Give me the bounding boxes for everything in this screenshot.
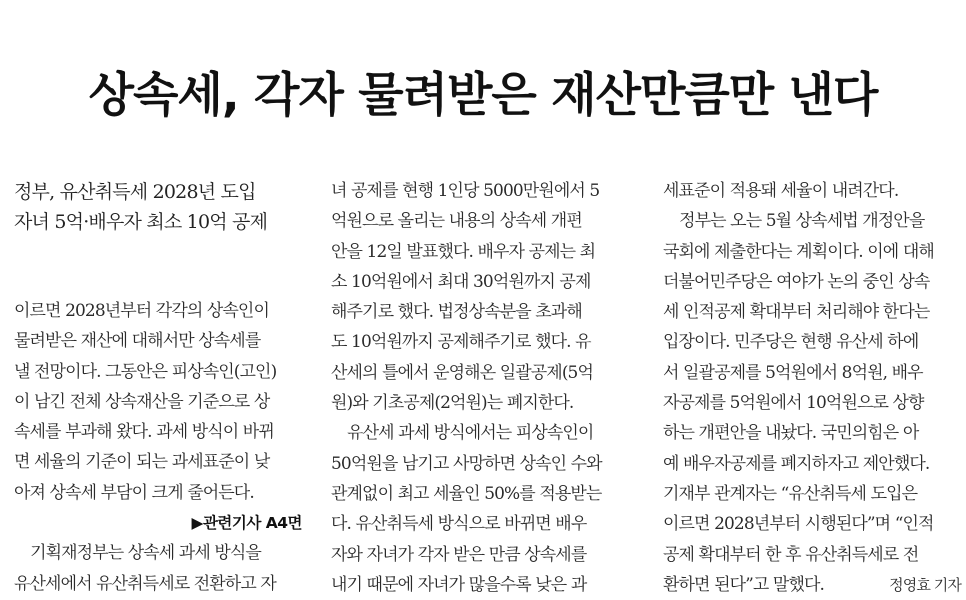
body-line: 물려받은 재산에 대해서만 상속세를 (14, 331, 261, 352)
headline: 상속세, 각자 물려받은 재산만큼만 낸다 (88, 68, 878, 123)
subheadline (14, 176, 314, 237)
body-line: 자와 자녀가 각자 받은 만큼 상속세를 (331, 544, 587, 565)
body-line: 낼 전망이다. 그동안은 피상속인(고인) (14, 361, 277, 382)
subheadline-line-2: 자녀 5억·배우자 최소 10억 공제 (14, 211, 268, 234)
body-line: 세표준이 적용돼 세율이 내려간다. (663, 181, 899, 201)
body-line: 도 10억원까지 공제해주기로 했다. 유 (331, 332, 591, 353)
body-line: 50억원을 남기고 사망하면 상속인 수와 (331, 453, 602, 474)
body-line: 자공제를 5억원에서 10억원으로 상향 (663, 393, 924, 414)
body-line: 안을 12일 발표했다. 배우자 공제는 최 (331, 241, 596, 262)
subheadline-line-1: 정부, 유산취득세 2028년 도입 (14, 181, 256, 203)
body-line: 해주기로 했다. 법정상속분을 초과해 (331, 302, 582, 323)
body-line: 아져 상속세 부담이 크게 줄어든다. (14, 482, 254, 503)
byline: 정영효 기자 (889, 575, 961, 594)
body-line: 정부는 오는 5월 상속세법 개정안을 (663, 211, 925, 232)
body-line: 이르면 2028년부터 각각의 상속인이 (14, 301, 269, 321)
body-line: 유산세 과세 방식에서는 피상속인이 (331, 423, 594, 444)
body-line: 산세의 틀에서 운영해온 일괄공제(5억 (331, 362, 593, 383)
body-line: 이 남긴 전체 상속재산을 기준으로 상 (14, 391, 270, 412)
article-column-2 (331, 176, 635, 600)
body-line: 입장이다. 민주당은 현행 유산세 하에 (663, 332, 919, 353)
related-article-link[interactable]: ▶관련기사 A4면 (191, 514, 302, 533)
body-line: 억원으로 올리는 내용의 상속세 개편 (331, 211, 582, 232)
body-line: 다. 유산취득세 방식으로 바뀌면 배우 (331, 514, 587, 535)
body-line: 관계없이 최고 세율인 50%를 적용받는 (331, 483, 602, 504)
body-line: 소 10억원에서 최대 30억원까지 공제 (331, 271, 591, 292)
body-line: 공제 확대부터 한 후 유산취득세로 전 (663, 544, 919, 565)
body-line: 유산세에서 유산취득세로 전환하고 자 (14, 573, 276, 594)
body-line: 세 인적공제 확대부터 처리해야 한다는 (663, 302, 930, 323)
body-line: 기획재정부는 상속세 과세 방식을 (14, 543, 261, 564)
body-line: 원)와 기초공제(2억원)는 폐지한다. (331, 393, 574, 414)
body-line: 하는 개편안을 내놨다. 국민의힘은 아 (663, 423, 919, 444)
body-line: 기재부 관계자는 “유산취득세 도입은 (663, 483, 918, 504)
body-line: 예 배우자공제를 폐지하자고 제안했다. (663, 453, 930, 474)
body-line-final (663, 570, 963, 600)
article-column-1 (14, 296, 308, 599)
body-line: 내기 때문에 자녀가 많을수록 낮은 과 (331, 574, 587, 595)
body-line: 이르면 2028년부터 시행된다”며 “인적 (663, 514, 934, 535)
body-line: 국회에 제출한다는 계획이다. 이에 대해 (663, 241, 934, 262)
body-line: 더불어민주당은 여야가 논의 중인 상속 (663, 271, 930, 292)
body-line: 서 일괄공제를 5억원에서 8억원, 배우 (663, 362, 923, 383)
body-line-final-text: 환하면 된다”고 말했다. (663, 574, 825, 595)
body-line: 면 세율의 기준이 되는 과세표준이 낮 (14, 452, 270, 473)
body-line: 속세를 부과해 왔다. 과세 방식이 바뀌 (14, 422, 274, 443)
article-column-3 (663, 176, 963, 600)
body-line: 녀 공제를 현행 1인당 5000만원에서 5 (331, 181, 600, 201)
